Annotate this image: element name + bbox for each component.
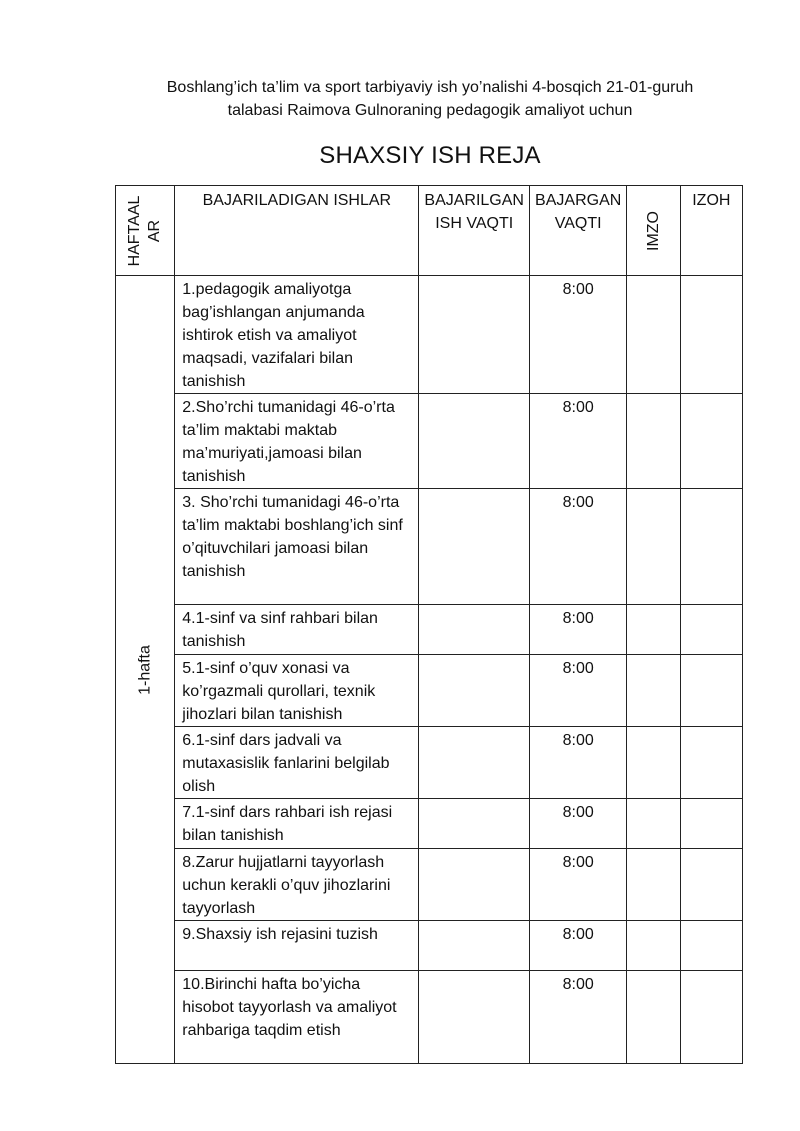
week-cell bbox=[116, 276, 175, 1064]
time-cell: 8:00 bbox=[529, 799, 626, 849]
header-weeks-line2: AR bbox=[146, 219, 164, 242]
time-cell: 8:00 bbox=[529, 921, 626, 971]
table-row bbox=[116, 655, 743, 727]
signature-cell bbox=[627, 849, 680, 921]
time-cell: 8:00 bbox=[529, 394, 626, 489]
note-cell bbox=[680, 655, 742, 727]
signature-cell bbox=[627, 655, 680, 727]
note-cell bbox=[680, 799, 742, 849]
task-cell: 9.Shaxsiy ish rejasini tuzish bbox=[175, 921, 419, 971]
done-time-cell bbox=[419, 394, 530, 489]
task-cell: 6.1-sinf dars jadvali va mutaxasislik fanlarini belgilab olish bbox=[175, 727, 419, 799]
time-cell: 8:00 bbox=[529, 849, 626, 921]
task-cell: 1.pedagogik amaliyotga bag’ishlangan anjumanda ishtirok etish va amaliyot maqsadi, vazifalari bilan tanishish bbox=[175, 276, 419, 394]
table-row bbox=[116, 489, 743, 605]
header-signature-label: IMZO bbox=[644, 210, 662, 251]
task-cell: 10.Birinchi hafta bo’yicha hisobot tayyorlash va amaliyot rahbariga taqdim etish bbox=[175, 971, 419, 1064]
task-cell: 4.1-sinf va sinf rahbari bilan tanishish bbox=[175, 605, 419, 655]
header-doing-time-line1: BAJARGAN bbox=[535, 192, 622, 209]
time-cell: 8:00 bbox=[529, 971, 626, 1064]
done-time-cell bbox=[419, 655, 530, 727]
note-cell bbox=[680, 921, 742, 971]
done-time-cell bbox=[419, 799, 530, 849]
done-time-cell bbox=[419, 276, 530, 394]
done-time-cell bbox=[419, 489, 530, 605]
document-title: SHAXSIY ISH REJA bbox=[319, 142, 541, 169]
signature-cell bbox=[627, 971, 680, 1064]
header-doing-time bbox=[529, 186, 626, 276]
signature-cell bbox=[627, 276, 680, 394]
intro-line-1: Boshlang’ich ta’lim va sport tarbiyaviy ish yo’nalishi 4-bosqich 21-01-guruh bbox=[166, 79, 694, 96]
header-signature bbox=[627, 186, 680, 276]
table-row bbox=[116, 849, 743, 921]
done-time-cell bbox=[419, 849, 530, 921]
time-cell: 8:00 bbox=[529, 727, 626, 799]
table-body bbox=[116, 276, 743, 1064]
done-time-cell bbox=[419, 727, 530, 799]
header-done-time-line2: ISH VAQTI bbox=[435, 215, 514, 232]
table-row bbox=[116, 971, 743, 1064]
week-label: 1-hafta bbox=[136, 644, 154, 695]
signature-cell bbox=[627, 727, 680, 799]
table-row bbox=[116, 921, 743, 971]
time-cell: 8:00 bbox=[529, 489, 626, 605]
header-doing-time-line2: VAQTI bbox=[554, 215, 602, 232]
header-note-label: IZOH bbox=[692, 192, 731, 209]
intro-line-2: talabasi Raimova Gulnoraning pedagogik amaliyot uchun bbox=[227, 102, 633, 119]
note-cell bbox=[680, 394, 742, 489]
task-cell: 3. Sho’rchi tumanidagi 46-o’rta ta’lim maktabi boshlang’ich sinf o’qituvchilari jamoasi bilan tanishish bbox=[175, 489, 419, 605]
header-tasks-label: BAJARILADIGAN ISHLAR bbox=[202, 192, 392, 209]
signature-cell bbox=[627, 921, 680, 971]
done-time-cell bbox=[419, 971, 530, 1064]
done-time-cell bbox=[419, 921, 530, 971]
header-weeks bbox=[116, 186, 175, 276]
table-row bbox=[116, 727, 743, 799]
header-tasks bbox=[175, 186, 419, 276]
work-plan-table bbox=[115, 185, 743, 1064]
time-cell: 8:00 bbox=[529, 605, 626, 655]
signature-cell bbox=[627, 605, 680, 655]
note-cell bbox=[680, 489, 742, 605]
note-cell bbox=[680, 849, 742, 921]
task-cell: 7.1-sinf dars rahbari ish rejasi bilan tanishish bbox=[175, 799, 419, 849]
header-weeks-line1: HAFTAAL bbox=[126, 195, 144, 266]
note-cell bbox=[680, 605, 742, 655]
note-cell bbox=[680, 727, 742, 799]
signature-cell bbox=[627, 394, 680, 489]
time-cell: 8:00 bbox=[529, 655, 626, 727]
header-done-time-line1: BAJARILGAN bbox=[424, 192, 524, 209]
task-cell: 8.Zarur hujjatlarni tayyorlash uchun kerakli o’quv jihozlarini tayyorlash bbox=[175, 849, 419, 921]
done-time-cell bbox=[419, 605, 530, 655]
note-cell bbox=[680, 276, 742, 394]
table-header-row bbox=[116, 186, 743, 276]
signature-cell bbox=[627, 489, 680, 605]
document-intro bbox=[110, 76, 750, 122]
header-note bbox=[680, 186, 742, 276]
table-row bbox=[116, 605, 743, 655]
task-cell: 5.1-sinf o’quv xonasi va ko’rgazmali qurollari, texnik jihozlari bilan tanishish bbox=[175, 655, 419, 727]
table-row bbox=[116, 799, 743, 849]
time-cell: 8:00 bbox=[529, 276, 626, 394]
task-cell: 2.Sho’rchi tumanidagi 46-o’rta ta’lim maktabi maktab ma’muriyati,jamoasi bilan tanishish bbox=[175, 394, 419, 489]
signature-cell bbox=[627, 799, 680, 849]
table-row bbox=[116, 276, 743, 394]
table-row bbox=[116, 394, 743, 489]
note-cell bbox=[680, 971, 742, 1064]
header-done-time bbox=[419, 186, 530, 276]
